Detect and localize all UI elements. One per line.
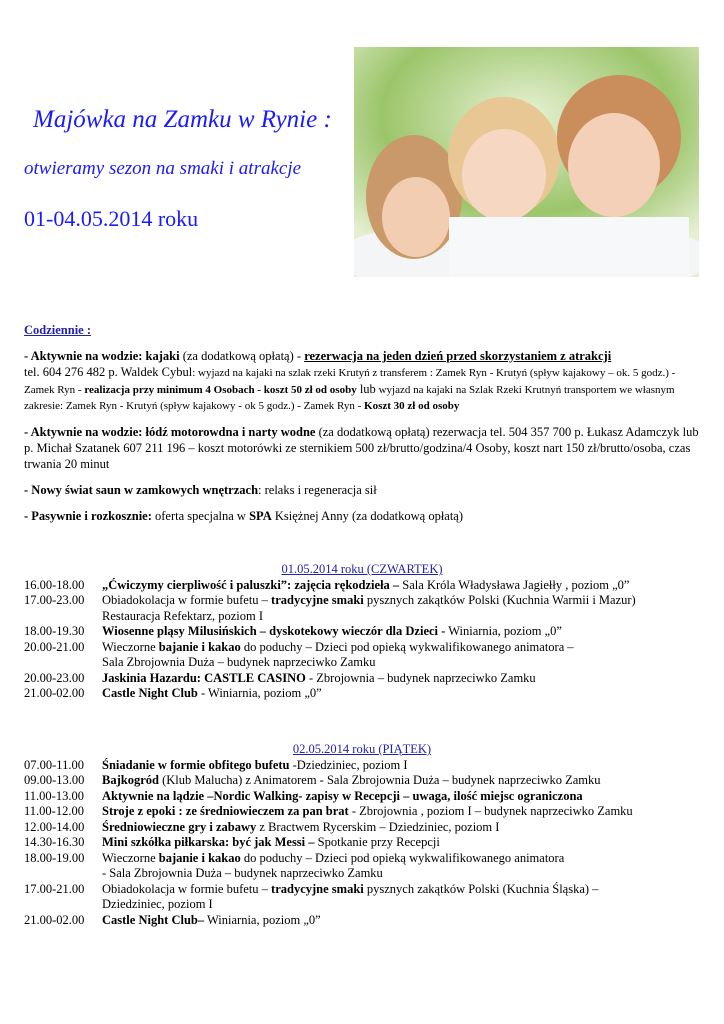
event-description bbox=[102, 851, 700, 867]
event-description bbox=[102, 789, 700, 805]
schedule-row bbox=[24, 897, 700, 913]
day2-heading: 02.05.2014 roku (PIĄTEK) bbox=[292, 742, 432, 756]
day1-schedule bbox=[24, 562, 700, 702]
day1-events bbox=[24, 578, 700, 702]
event-time: 17.00-23.00 bbox=[24, 593, 85, 607]
event-description bbox=[102, 609, 700, 625]
event-description bbox=[102, 640, 700, 656]
event-prefix: Wieczorne bbox=[102, 850, 159, 865]
event-date: 01-04.05.2014 roku bbox=[24, 206, 199, 231]
event-time bbox=[24, 866, 102, 882]
event-highlight: bajanie i kakao bbox=[158, 850, 241, 865]
event-location: Winiarnia, poziom „0” bbox=[204, 912, 321, 927]
event-location: pysznych zakątków Polski (Kuchnia Śląska) – bbox=[363, 881, 599, 896]
page-title: Majówka na Zamku w Rynie : bbox=[33, 106, 332, 133]
event-location: Restauracja Refektarz, poziom I bbox=[102, 608, 264, 623]
schedule-row bbox=[24, 578, 700, 594]
event-description bbox=[102, 866, 700, 882]
spa-text-1: oferta specjalna w bbox=[151, 509, 250, 523]
event-description bbox=[102, 671, 700, 687]
event-description bbox=[102, 593, 700, 609]
kayak-details-3 bbox=[24, 398, 700, 414]
event-time: 21.00-02.00 bbox=[24, 912, 85, 927]
event-location: - Zbrojownia – budynek naprzeciwko Zamku bbox=[305, 670, 536, 685]
daily-section bbox=[24, 322, 700, 524]
event-description bbox=[102, 773, 700, 789]
kayak-own-cost: Koszt 30 zł od osoby bbox=[364, 400, 460, 412]
kayak-phone: tel. 604 276 482 p. Waldek Cybul bbox=[24, 365, 193, 379]
event-description bbox=[102, 835, 700, 851]
spa-info bbox=[24, 508, 700, 524]
kayak-route-2: Zamek Ryn - bbox=[24, 384, 85, 396]
day1-heading: 01.05.2014 roku (CZWARTEK) bbox=[281, 562, 443, 576]
schedule-row bbox=[24, 804, 700, 820]
event-time: 07.00-11.00 bbox=[24, 757, 84, 772]
event-highlight: tradycyjne smaki bbox=[271, 881, 364, 896]
event-prefix: Wieczorne bbox=[102, 639, 159, 654]
kayak-label: - Aktywnie na wodzie: kajaki bbox=[24, 349, 180, 363]
kayak-min-cost: realizacja przy minimum 4 Osobach - koszt 50 zł od osoby bbox=[84, 384, 357, 396]
event-location: pysznych zakątków Polski (Kuchnia Warmii i Mazur) bbox=[363, 593, 636, 607]
event-prefix: Obiadokolacja w formie bufetu – bbox=[102, 593, 272, 607]
event-location: - Zbrojownia , poziom I – budynek naprzeciwko Zamku bbox=[348, 804, 633, 818]
event-location: do poduchy – Dzieci pod opieką wykwalifikowanego animatora bbox=[240, 850, 565, 865]
kayak-details-1 bbox=[24, 364, 700, 381]
event-location: -Dziedziniec, poziom I bbox=[289, 757, 408, 772]
schedule-row bbox=[24, 866, 700, 882]
schedule-row bbox=[24, 609, 700, 625]
event-highlight: Stroje z epoki : ze średniowieczem za pan brat bbox=[102, 804, 349, 818]
event-highlight: Castle Night Club– bbox=[102, 912, 205, 927]
spa-label: - Pasywnie i rozkosznie: bbox=[24, 509, 152, 523]
event-highlight: tradycyjne smaki bbox=[271, 593, 364, 607]
event-time: 20.00-21.00 bbox=[24, 639, 85, 654]
boat-label: - Aktywnie na wodzie: łódź motorowdna i narty wodne bbox=[24, 425, 316, 439]
children-photo bbox=[354, 47, 699, 277]
event-time: 18.00-19.00 bbox=[24, 850, 85, 865]
event-description bbox=[102, 897, 700, 913]
schedule-row bbox=[24, 882, 700, 898]
event-description bbox=[102, 686, 700, 702]
schedule-row bbox=[24, 671, 700, 687]
sauna-label: - Nowy świat saun w zamkowych wnętrzach bbox=[24, 483, 259, 497]
event-highlight: bajanie i kakao bbox=[158, 639, 241, 654]
event-description bbox=[102, 758, 700, 774]
boat-info bbox=[24, 424, 700, 472]
day2-schedule bbox=[24, 742, 700, 928]
kayak-own-transport: wyjazd na kajaki na Szlak Rzeki Krutnyń transportem we własnym bbox=[375, 384, 675, 396]
event-highlight: „Ćwiczymy cierpliwość i paluszki”: zajęcia rękodzieła – bbox=[102, 577, 400, 592]
event-location: Sala Zbrojownia Duża – budynek naprzeciwko Zamku bbox=[102, 655, 376, 669]
boat-text: (za dodatkową opłatą) rezerwacja tel. 504 357 700 p. Łukasz Adamczyk lub p. Michał Szatanek 607 211 196 – koszt motorówki ze sternikiem 500 zł/brutto/godzina/4 Osoby, koszt nart 150 zł/brutto/osoba, czas trwania 20 minut bbox=[24, 425, 699, 471]
kayak-fee: (za dodatkową opłatą) - bbox=[179, 349, 305, 363]
event-description bbox=[102, 913, 700, 929]
schedule-row bbox=[24, 758, 700, 774]
event-location: Spotkanie przy Recepcji bbox=[314, 835, 440, 849]
event-description bbox=[102, 820, 700, 836]
event-time: 14.30-16.30 bbox=[24, 835, 85, 849]
event-time: 16.00-18.00 bbox=[24, 577, 85, 592]
event-time: 20.00-23.00 bbox=[24, 670, 85, 685]
event-highlight: Jaskinia Hazardu: CASTLE CASINO bbox=[102, 670, 306, 685]
event-location: - Winiarnia, poziom „0” bbox=[197, 686, 322, 700]
spa-name: SPA bbox=[249, 509, 272, 523]
event-location: Dziedziniec, poziom I bbox=[102, 897, 213, 911]
event-time: 21.00-02.00 bbox=[24, 686, 85, 700]
event-description bbox=[102, 882, 700, 898]
event-time: 12.00-14.00 bbox=[24, 819, 85, 834]
schedule-row bbox=[24, 820, 700, 836]
schedule-row bbox=[24, 640, 700, 656]
event-location: (Klub Malucha) z Animatorem - Sala Zbrojownia Duża – budynek naprzeciwko Zamku bbox=[158, 773, 601, 787]
schedule-row bbox=[24, 686, 700, 702]
spa-text-2: Księżnej Anny (za dodatkową opłatą) bbox=[271, 509, 464, 523]
schedule-row bbox=[24, 789, 700, 805]
day2-events bbox=[24, 758, 700, 929]
event-highlight: Śniadanie w formie obfitego bufetu bbox=[102, 757, 290, 772]
event-highlight: Aktywnie na lądzie –Nordic Walking- zapisy w Recepcji – uwaga, ilość miejsc ograniczona bbox=[102, 788, 583, 803]
event-highlight: Średniowieczne gry i zabawy bbox=[102, 819, 257, 834]
schedule-row bbox=[24, 835, 700, 851]
event-highlight: Castle Night Club bbox=[102, 686, 198, 700]
schedule-row bbox=[24, 851, 700, 867]
event-location: Winiarnia, poziom „0” bbox=[445, 624, 562, 638]
event-time: 18.00-19.30 bbox=[24, 624, 85, 638]
kayak-reservation: rezerwacja na jeden dzień przed skorzystaniem z atrakcji bbox=[304, 349, 612, 363]
event-time: 17.00-21.00 bbox=[24, 881, 85, 896]
daily-heading: Codziennie : bbox=[24, 323, 92, 337]
kayak-or: lub bbox=[356, 382, 376, 396]
kayak-details-2 bbox=[24, 381, 700, 398]
event-time bbox=[24, 655, 102, 671]
event-time: 11.00-13.00 bbox=[24, 788, 84, 803]
event-prefix: Obiadokolacja w formie bufetu – bbox=[102, 881, 272, 896]
schedule-row bbox=[24, 655, 700, 671]
event-location: Sala Króla Władysława Jagiełły , poziom „0” bbox=[399, 577, 630, 592]
schedule-row bbox=[24, 593, 700, 609]
kayak-route-3: zakresie: Zamek Ryn - Krutyń (spływ kajakowy - ok 5 godz.) - Zamek Ryn - bbox=[24, 400, 365, 412]
schedule-row bbox=[24, 773, 700, 789]
schedule-row bbox=[24, 913, 700, 929]
event-description bbox=[102, 578, 700, 594]
event-highlight: Wiosenne pląsy Milusińskich – dyskotekowy wieczór dla Dzieci - bbox=[102, 624, 446, 638]
event-time bbox=[24, 897, 102, 913]
event-location: z Bractwem Rycerskim – Dziedziniec, poziom I bbox=[256, 819, 500, 834]
event-location: - Sala Zbrojownia Duża – budynek naprzeciwko Zamku bbox=[102, 866, 383, 880]
kayak-info bbox=[24, 348, 700, 364]
schedule-row bbox=[24, 624, 700, 640]
event-highlight: Mini szkółka piłkarska: być jak Messi – bbox=[102, 835, 315, 849]
event-location: do poduchy – Dzieci pod opieką wykwalifikowanego animatora – bbox=[240, 639, 574, 654]
sauna-info bbox=[24, 482, 700, 498]
event-description bbox=[102, 655, 700, 671]
sauna-text: : relaks i regeneracja sił bbox=[258, 483, 377, 497]
event-time bbox=[24, 609, 102, 625]
event-time: 11.00-12.00 bbox=[24, 804, 84, 818]
event-highlight: Bajkogród bbox=[102, 773, 159, 787]
kayak-route-1: : wyjazd na kajaki na szlak rzeki Krutyń z transferem : Zamek Ryn - Krutyń (spływ kajakowy – ok. 5 godz.) - bbox=[192, 367, 676, 379]
page-subtitle: otwieramy sezon na smaki i atrakcje bbox=[24, 158, 302, 179]
event-description bbox=[102, 624, 700, 640]
event-description bbox=[102, 804, 700, 820]
event-time: 09.00-13.00 bbox=[24, 773, 85, 787]
